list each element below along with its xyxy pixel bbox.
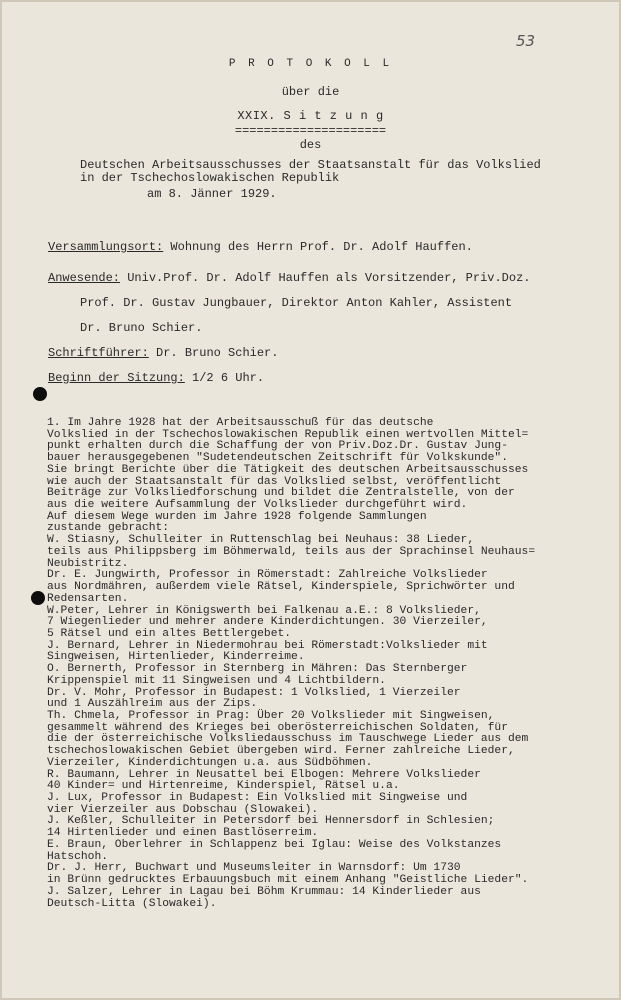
body-line: 40 Kinder= und Hirtenreime, Kinderspiel, Rätsel u.a.: [47, 780, 400, 793]
header-line-des: des: [299, 138, 322, 152]
start-label: Beginn der Sitzung:: [48, 371, 185, 385]
session-number: XXIX. S i t z u n g: [237, 109, 384, 123]
secretary-line: [48, 346, 278, 360]
body-line: Beiträge zur Volksliedforschung und bildet die Zentralstelle, von der: [47, 487, 515, 500]
document-title: P R O T O K O L L: [228, 58, 393, 70]
body-line: gesammelt während des Krieges bei oberösterreichischen Soldaten, für: [47, 721, 508, 734]
page-number: 53: [516, 32, 536, 50]
body-line: Neubistritz.: [47, 557, 129, 570]
body-line: J. Lux, Professor in Budapest: Ein Volkslied mit Singweise und: [47, 792, 468, 805]
body-line: Vierzeiler, Kinderdichtungen u.a. aus Südböhmen.: [47, 756, 373, 769]
body-line: Krippenspiel mit 11 Singweisen und 4 Lichtbildern.: [47, 674, 386, 687]
present-line: [48, 271, 530, 285]
venue-label: Versammlungsort:: [48, 240, 164, 254]
body-line: 7 Wiegenlieder und mehrer andere Kinderdichtungen. 30 Vierzeiler,: [47, 616, 488, 629]
body-line: vier Vierzeiler aus Dobschau (Slowakei).: [47, 803, 319, 816]
body-line: 5 Rätsel und ein altes Bettlergebet.: [47, 627, 292, 640]
committee-line-1: Deutschen Arbeitsausschusses der Staatsanstalt für das Volkslied: [80, 158, 541, 172]
start-line: [48, 371, 264, 385]
body-line: E. Braun, Oberlehrer in Schlappenz bei Iglau: Weise des Volkstanzes: [47, 838, 502, 851]
body-line: wie auch der Staatsanstalt für das Volkslied selbst, veröffentlicht: [47, 475, 502, 488]
secretary-label: Schriftführer:: [48, 346, 149, 360]
body-line: J. Keßler, Schulleiter in Petersdorf bei Hennersdorf in Schlesien;: [47, 815, 495, 828]
body-line: 1. Im Jahre 1928 hat der Arbeitsausschuß für das deutsche: [47, 417, 434, 429]
body-line: R. Baumann, Lehrer in Neusattel bei Elbogen: Mehrere Volkslieder: [47, 768, 481, 781]
body-line: teils aus Philippsberg im Böhmerwald, teils aus der Sprachinsel Neuhaus=: [47, 545, 536, 558]
body-line: bauer herausgegebenen "Sudetendeutschen Zeitschrift für Volkskunde".: [47, 452, 508, 465]
body-line: Th. Chmela, Professor in Prag: Über 20 Volkslieder mit Singweisen,: [47, 710, 495, 722]
body-line: J. Bernard, Lehrer in Niedermohrau bei Römerstadt:Volkslieder mit: [47, 639, 488, 652]
body-line: zustande gebracht:: [47, 522, 170, 535]
body-line: Dr. V. Mohr, Professor in Budapest: 1 Volkslied, 1 Vierzeiler: [47, 686, 461, 699]
body-line: und 1 Auszählreim aus der Zips.: [47, 698, 258, 711]
start-value: 1/2 6 Uhr.: [184, 371, 265, 385]
body-line: O. Bernerth, Professor in Sternberg in Mähren: Das Sternberger: [47, 663, 468, 676]
present-value: Univ.Prof. Dr. Adolf Hauffen als Vorsitzender, Priv.Doz.: [120, 271, 531, 285]
present-label: Anwesende:: [48, 271, 121, 285]
body-line: Singweisen, Hirtenlieder, Kinderreime.: [47, 651, 305, 664]
body-line: Deutsch-Litta (Slowakei).: [47, 897, 217, 910]
present-line-3: Dr. Bruno Schier.: [80, 321, 203, 335]
header-line-ueber-die: über die: [281, 85, 340, 99]
body-line: Sie bringt Berichte über die Tätigkeit des deutschen Arbeitsausschusses: [47, 463, 529, 476]
body-line: tschechoslowakischen Gebiet übergeben wird. Ferner zahlreiche Lieder,: [47, 745, 515, 758]
punch-hole: [31, 591, 45, 605]
body-line: Dr. E. Jungwirth, Professor in Römerstadt: Zahlreiche Volkslieder: [47, 569, 488, 582]
body-line: Hatschoh.: [47, 850, 109, 863]
body-line: W. Stiasny, Schulleiter in Ruttenschlag bei Neuhaus: 38 Lieder,: [47, 534, 475, 547]
body-line: Dr. J. Herr, Buchwart und Museumsleiter in Warnsdorf: Um 1730: [47, 862, 461, 875]
body-line: J. Salzer, Lehrer in Lagau bei Böhm Krummau: 14 Kinderlieder aus: [47, 885, 481, 898]
body-line: Volkslied in der Tschechoslowakischen Republik einen wertvollen Mittel=: [47, 428, 529, 441]
body-line: aus Nordmähren, außerdem viele Rätsel, Kinderspiele, Sprichwörter und: [47, 581, 515, 594]
venue-value: Wohnung des Herrn Prof. Dr. Adolf Hauffen.: [163, 240, 473, 254]
body-line: die der österreichische Volksliedausschuss im Tauschwege Lieder aus dem: [47, 733, 529, 746]
punch-hole: [33, 387, 47, 401]
committee-line-2: in der Tschechoslowakischen Republik: [80, 171, 340, 185]
body-line: Redensarten.: [47, 592, 129, 605]
body-line: aus die weitere Aufsammlung der Volkslieder durchgeführt wird.: [47, 499, 468, 512]
secretary-value: Dr. Bruno Schier.: [148, 346, 279, 360]
venue-line: [48, 240, 473, 254]
title-rule: =====================: [234, 124, 387, 138]
body-line: punkt erhalten durch die Schaffung der von Priv.Doz.Dr. Gustav Jung-: [47, 440, 508, 453]
body-line: Auf diesem Wege wurden im Jahre 1928 folgende Sammlungen: [47, 510, 427, 523]
present-line-2: Prof. Dr. Gustav Jungbauer, Direktor Anton Kahler, Assistent: [80, 296, 513, 310]
body-line: in Brünn gedrucktes Erbauungsbuch mit einem Anhang "Geistliche Lieder".: [47, 874, 529, 887]
body-line: W.Peter, Lehrer in Königswerth bei Falkenau a.E.: 8 Volkslieder,: [47, 604, 481, 617]
body-line: 14 Hirtenlieder und einen Bastlöserreim.: [47, 827, 319, 840]
meeting-date: am 8. Jänner 1929.: [147, 187, 277, 201]
